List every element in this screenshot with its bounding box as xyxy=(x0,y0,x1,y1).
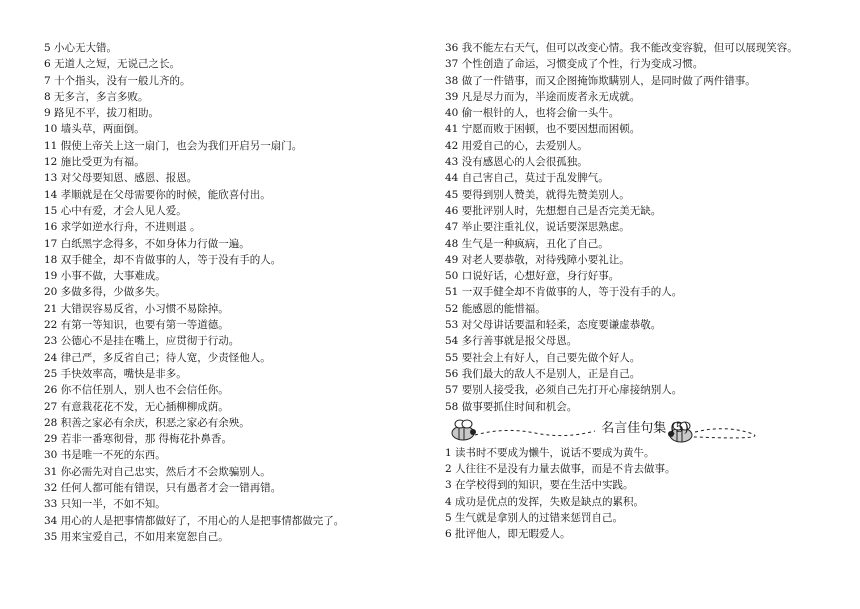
quote-line: 34 用心的人是把事情都做好了，不用心的人是把事情都做完了。 xyxy=(44,514,345,527)
quote-line: 20 多做多得，少做多失。 xyxy=(44,286,166,299)
right-column xyxy=(445,40,845,543)
quote-line: 15 心中有爱，才会人见人爱。 xyxy=(44,204,187,217)
quote-line: 56 我们最大的敌人不是别人，正是自己。 xyxy=(445,367,641,380)
quote-line: 9 路见不平，拔刀相助。 xyxy=(44,107,160,120)
quote-line: 55 要社会上有好人，自己要先做个好人。 xyxy=(445,351,641,364)
quote-line: 57 要别人接受我，必须自己先打开心扉接纳别人。 xyxy=(445,384,683,397)
quote-line: 26 你不信任别人，别人也不会信任你。 xyxy=(44,384,229,397)
quote-line: 48 生气是一种疯病，丑化了自己。 xyxy=(445,237,609,250)
quote-line: 30 书是唯一不死的东西。 xyxy=(44,449,166,462)
quote-line: 36 我不能左右天气，但可以改变心情。我不能改变容貌，但可以展现笑容。 xyxy=(445,42,798,54)
quote-line: 32 任何人都可能有错误，只有愚者才会一错再错。 xyxy=(44,482,282,495)
quote-line: 52 能感恩的能惜福。 xyxy=(445,302,546,315)
quote-line: 2 人往往不是没有力量去做事，而是不肯去做事。 xyxy=(445,463,676,476)
section-title: 名言佳句集 (5) xyxy=(601,420,689,436)
quote-line: 6 批评他人，即无暇爱人。 xyxy=(445,528,571,541)
quote-line: 35 用来宝爱自己，不如用来宽恕自己。 xyxy=(44,530,229,543)
quote-line: 46 要批评别人时，先想想自己是否完美无缺。 xyxy=(445,204,662,217)
quote-line: 45 要得到别人赞美，就得先赞美别人。 xyxy=(445,188,630,201)
quote-line: 31 你必需先对自己忠实，然后才不会欺骗别人。 xyxy=(44,465,271,478)
quote-line: 33 只知一半，不如不知。 xyxy=(44,498,166,511)
quote-line: 24 律己严，多反省自己；待人宽，少责怪他人。 xyxy=(44,351,271,364)
quote-line: 39 凡是尽力而为，半途而废者永无成就。 xyxy=(445,90,641,103)
quote-line: 19 小事不做，大事难成。 xyxy=(44,270,166,283)
quote-line: 13 对父母要知恩、感恩、报恩。 xyxy=(44,172,198,185)
quote-line: 12 施比受更为有福。 xyxy=(44,156,145,169)
quote-line: 3 在学校得到的知识，要在生活中实践。 xyxy=(445,479,634,492)
quote-line: 51 一双手健全却不肯做事的人，等于没有手的人。 xyxy=(445,286,683,299)
quote-line: 21 大错误容易反省，小习惯不易除掉。 xyxy=(44,302,229,315)
quote-line: 6 无道人之短，无说己之长。 xyxy=(44,58,181,71)
section-banner xyxy=(445,415,845,445)
quote-line: 16 求学如逆水行舟，不进则退 。 xyxy=(44,221,201,234)
quote-line: 58 做事要抓住时间和机会。 xyxy=(445,400,578,413)
quote-line: 4 成功是优点的发挥，失败是缺点的累积。 xyxy=(445,495,645,508)
quote-line: 50 口说好话，心想好意，身行好事。 xyxy=(445,270,620,283)
quote-line: 25 手快效率高，嘴快是非多。 xyxy=(44,367,187,380)
quote-line: 29 若非一番寒彻骨，那 得梅花扑鼻香。 xyxy=(44,433,233,446)
quote-line: 5 生气就是拿别人的过错来惩罚自己。 xyxy=(445,512,624,525)
quote-line: 10 墙头草，两面倒。 xyxy=(44,123,145,136)
quote-line: 38 做了一件错事，而又企图掩饰欺瞒别人，是同时做了两件错事。 xyxy=(445,74,756,87)
quote-line: 47 举止要注重礼仪，说话要深思熟虑。 xyxy=(445,221,630,234)
quote-line: 37 个性创造了命运，习惯变成了个性，行为变成习惯。 xyxy=(445,58,704,71)
quote-line: 43 没有感恩心的人会很孤独。 xyxy=(445,156,588,169)
quote-line: 40 偷一根针的人，也将会偷一头牛。 xyxy=(445,107,620,120)
quote-line: 7 十个指头，没有一般儿齐的。 xyxy=(44,74,191,87)
quote-line: 14 孝顺就是在父母需要你的时候，能欣喜付出。 xyxy=(44,188,271,201)
quote-line: 41 宁愿而败于困顿，也不要因想而困顿。 xyxy=(445,123,641,136)
quote-line: 54 多行善事就是报父母恩。 xyxy=(445,335,578,348)
quote-line: 28 积善之家必有余庆，积恶之家必有余殃。 xyxy=(44,416,250,429)
quote-line: 11 假使上帝关上这一扇门，也会为我们开启另一扇门。 xyxy=(44,139,303,152)
left-column xyxy=(44,40,414,545)
quote-line: 1 读书时不要成为懒牛，说话不要成为黄牛。 xyxy=(445,446,655,459)
quote-line: 49 对老人要恭敬，对待残障小要礼让。 xyxy=(445,253,630,266)
quote-line: 27 有意栽花花不发，无心插柳柳成荫。 xyxy=(44,400,229,413)
quote-line: 53 对父母讲话要温和轻柔，态度要谦虚恭敬。 xyxy=(445,319,662,332)
quote-line: 22 有第一等知识，也要有第一等道德。 xyxy=(44,319,229,332)
quote-line: 5 小心无大错。 xyxy=(44,42,118,54)
quote-line: 42 用爱自己的心，去爱别人。 xyxy=(445,139,588,152)
quote-line: 23 公德心不是挂在嘴上，应贯彻于行动。 xyxy=(44,335,240,348)
quote-line: 17 白纸黑字念得多，不如身体力行做一遍。 xyxy=(44,237,250,250)
quote-line: 8 无多言，多言多败。 xyxy=(44,90,149,103)
quote-line: 44 自己害自己，莫过于乱发脾气。 xyxy=(445,172,609,185)
quote-line: 18 双手健全，却不肯做事的人，等于没有手的人。 xyxy=(44,253,282,266)
